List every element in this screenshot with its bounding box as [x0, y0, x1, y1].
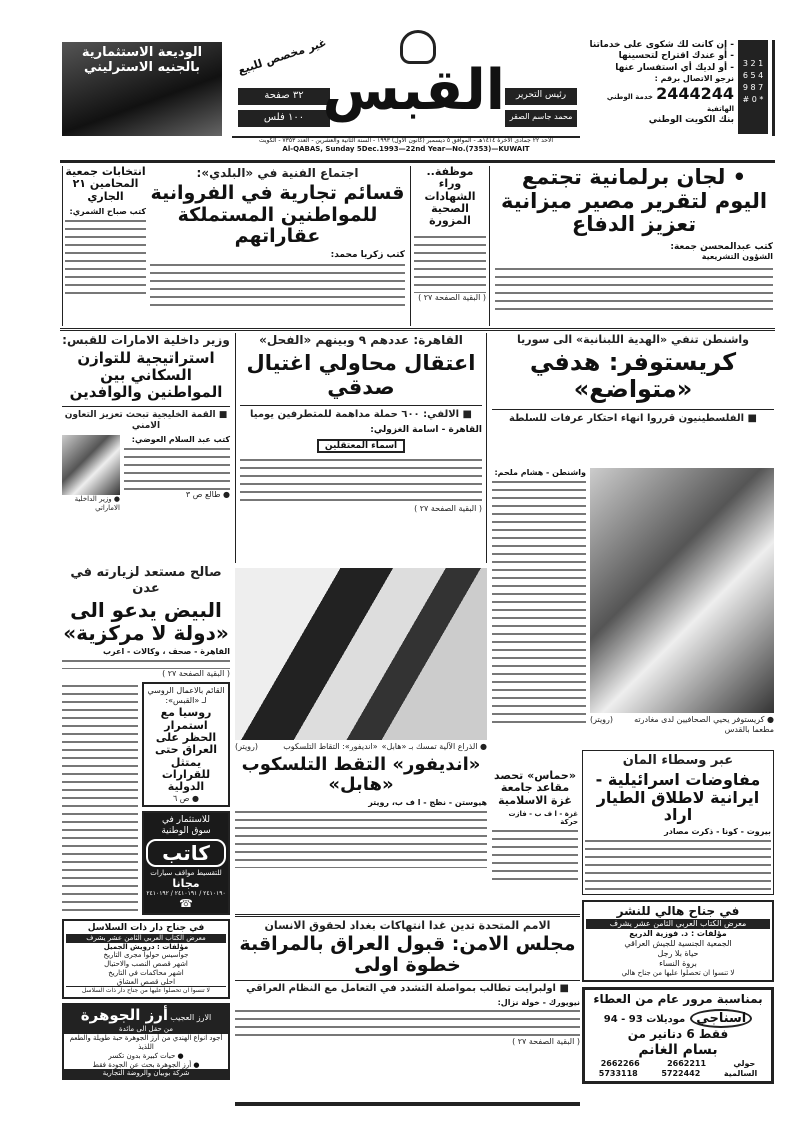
right-lower-column: [582, 750, 774, 1125]
kicker: الامم المتحدة تدين غدا انتهاكات بغداد لحقوق الانسان: [264, 919, 551, 932]
ad-phone: 2662211: [667, 1059, 707, 1069]
ad-offer: فقط 6 دنانير من: [627, 1026, 729, 1041]
headline: قسائم تجارية في الفروانية للمواطنين المستملكة عقاراتهم: [150, 182, 405, 247]
photo-christopher[interactable]: [590, 468, 774, 713]
story-christopher: [492, 333, 774, 425]
headline: مفاوضات اسرائيلية - ايرانية لاطلاق الطيار اراد: [595, 769, 761, 825]
ad-author: مؤلفات : درويش الجميل: [103, 942, 189, 951]
byline: كتب عبد السلام العوضي:: [131, 435, 230, 445]
kicker: اجتماع الفنية في «البلدي»:: [196, 166, 359, 180]
not-for-sale-stamp: غير مخصص للبيع: [236, 36, 328, 77]
jump-line: ( البقية الصفحة ٢٧ ): [512, 1037, 580, 1047]
ad-line: - إن كانت لك شكوى على خدماتنا: [589, 40, 734, 50]
photo-caption-secondary: «انديفور»: التقاط التلسكوب: [283, 742, 378, 751]
body-text: [492, 827, 578, 882]
ad-sub: معرض الكتاب العربي الثامن عشر يشرف: [586, 919, 770, 929]
ad-item: اشهر قصص النصب والاحتيال: [104, 960, 188, 969]
ad-phone: 5722442: [661, 1069, 701, 1079]
ad-small: الارز العجيب: [170, 1012, 212, 1022]
body-text: [62, 682, 138, 915]
subheadline: ■ اولبرايت تطالب بمواصلة التشدد في التعامل مع النظام العراقي: [235, 980, 580, 995]
story-endeavour: [235, 568, 487, 908]
kicker: واشنطن تنفي «الهدية اللبنانية» الى سوريا: [516, 333, 749, 346]
story-uae-interior: [62, 333, 230, 561]
photo-hubble[interactable]: [235, 568, 487, 740]
ad-item: ● أرز الجوهرة بحث عن الجودة فقط: [92, 1060, 200, 1069]
ad-title: أرز الجوهرة: [80, 1005, 168, 1024]
byline: بيروت - كونا - ذكرت مصادر: [664, 827, 771, 837]
ad-rice-jawhara[interactable]: [62, 1003, 230, 1080]
ad-dealer: بسام الغانم: [638, 1041, 718, 1058]
kicker: صالح مستعد لزيارته في عدن: [70, 565, 222, 596]
byline: كتب صباح الشمري:: [69, 206, 146, 216]
photo-credit: (رويتر): [590, 715, 614, 724]
ad-author: مؤلفات : د. فوزية الدريع: [629, 928, 727, 938]
byline: القاهرة - اسامة الغزولي:: [370, 425, 482, 436]
divider: [235, 1102, 580, 1106]
headline: مجلس الامن: قبول العراق بالمراقبة خطوة اولى: [239, 933, 576, 977]
story-beidh: [62, 565, 230, 678]
headline: • لجان برلمانية تجتمع اليوم لتقرير مصير ميزانية تعزيز الدفاع: [500, 165, 768, 237]
names-box: اسماء المعتقلين: [317, 439, 405, 453]
photo-caption: ● وزير الداخلية الاماراتي: [74, 495, 120, 512]
ad-line: مجانا: [172, 877, 200, 891]
jump-line: ● طالع ص ٣: [185, 489, 230, 499]
ad-text: أجود انواع الهندي من أرز الجوهرة حبة طويلة والطعم اللذيذ: [69, 1034, 223, 1052]
subheadline: ■ القمة الخليجية تبحث تعزيز التعاون الامني: [62, 406, 230, 432]
ad-phone: 5733118: [598, 1069, 638, 1079]
story-christopher-body: [492, 468, 586, 744]
byline: القاهرة - صحف ، وكالات - اعرب: [102, 646, 230, 656]
story-hamas: [492, 770, 578, 910]
box-kicker: القائم بالاعمال الروسي لـ «القبس»:: [147, 686, 225, 705]
date-english: Al-QABAS, Sunday 5Dec.1993—22nd Year—No.(7353)—KUWAIT: [282, 144, 530, 153]
left-column: [62, 565, 230, 1125]
ad-item: الجمعية الجنسية للجيش العراقي: [624, 938, 732, 948]
headline: روسيا مع استمرار الحظر على العراق حتى يمتثل للقرارات الدولية: [155, 706, 217, 794]
headline: «حماس» تحصد مقاعد جامعة غزة الاسلامية: [494, 769, 576, 807]
ad-item: اشهر محاكمات في التاريخ: [108, 968, 184, 977]
ad-line: سوق الوطنية: [161, 825, 211, 836]
ad-phone: 2444244: [656, 83, 734, 103]
headline: البيض يدعو الى «دولة لا مركزية»: [63, 598, 229, 645]
byline: غزة - ا ف ب - فازت حركة: [508, 809, 578, 827]
jump-line: ( البقية الصفحة ٢٧ ): [162, 668, 230, 678]
section-label: الشؤون التشريعية: [701, 252, 773, 262]
ad-foot: لا تنسوا ان تحصلوا عليها من جناح دار ذات السلاسل: [66, 986, 226, 995]
ad-hala-publishing[interactable]: [582, 900, 774, 982]
ad-item: ● حبات كبيرة بدون تكسر: [108, 1051, 184, 1060]
ad-title: بمناسبة مرور عام من العطاء: [593, 991, 763, 1006]
ad-sub: معرض الكتاب العربي الثامن عشر يشرف: [66, 934, 226, 943]
ad-brand: كاتب: [146, 839, 226, 867]
ad-top-left[interactable]: [62, 42, 222, 136]
headline: انتخابات جمعية المحامين ٢١ الجاري: [65, 165, 146, 203]
ad-line: نرجو الاتصال برقم :: [654, 73, 734, 83]
kicker: وزير داخلية الامارات للقبس:: [62, 333, 230, 347]
jump-line: ( البقية الصفحة ٢٧ ): [418, 292, 486, 302]
ad-item: احلى قصص العشاق: [116, 977, 176, 986]
ad-suzuki-cars[interactable]: [582, 987, 774, 1085]
story-farwaniya-plots: [150, 166, 405, 326]
kicker: عبر وسطاء المان: [622, 753, 734, 768]
body-text: [240, 456, 482, 504]
ad-dar-salasil[interactable]: [62, 919, 230, 999]
story-israel-iran: [582, 750, 774, 895]
subheadline: ■ الالفي: ٦٠٠ حملة مداهمة للمتطرفين يوميا: [240, 405, 482, 421]
headline: كريستوفر: هدفي «متواضع»: [529, 348, 737, 404]
jump-line: ( البقية الصفحة ٢٧ ): [414, 504, 482, 514]
photo-caption: ● الذراع الآلية تمسك بـ «هابل»: [381, 742, 487, 751]
body-text: [495, 265, 773, 315]
body-text: [414, 233, 486, 293]
story-fake-certificates: [410, 166, 490, 326]
date-arabic: الاحد ٢٢ جمادى الآخرة ١٤١٤هـ - الموافق ٥ ديسمبر (كانون الاول) ١٩٩٣ - السنة الثانية والعشرين - العدد ٧٣٥٣ - الكويت: [258, 137, 554, 144]
headline: «انديفور» التقط التلسكوب «هابل»: [241, 753, 481, 795]
phone-keypad-icon: 1 2 3 4 5 6 7 8 9 * 0 #: [738, 40, 768, 134]
body-text: [62, 657, 230, 669]
ad-title: في جناح دار ذات السلاسل: [87, 922, 205, 933]
pages-count: ٣٢ صفحة: [238, 88, 330, 105]
photo-credit: (رويتر): [235, 742, 259, 751]
subheadline: ■ الفلسطينيون قرروا انهاء احتكار عرفات للسلطة: [492, 409, 774, 425]
story-security-council: [235, 914, 580, 1099]
ad-location: حولي: [733, 1059, 756, 1069]
photo-minister[interactable]: [62, 435, 120, 495]
byline: نيويورك - خولة نزال:: [497, 997, 580, 1007]
ad-foot: لا تنسوا ان تحصلوا عليها من جناح هالي: [621, 968, 735, 977]
telephone-icon: ☎: [179, 897, 193, 911]
story-defense-budget: [495, 166, 773, 326]
byline: واشنطن - هشام ملحم:: [494, 468, 586, 477]
body-text: [65, 217, 146, 297]
headline: موظفة.. وراء الشهادات الصحية المزورة: [424, 165, 476, 228]
ad-foot: شركة بوبيان والروضة التجارية: [64, 1069, 228, 1078]
ad-tag: من حقل الى مائدة: [118, 1024, 173, 1033]
photo-block-christopher: [590, 468, 774, 734]
ad-brand: اسناجي: [690, 1009, 752, 1028]
kicker: القاهرة: عددهم ٩ وبينهم «الفحل»: [259, 333, 463, 347]
ad-line: - أو لديك أي استفسار عنها: [615, 62, 734, 73]
ad-title: في جناح هالي للنشر: [616, 903, 740, 918]
ad-models: موديلات 93 - 94: [603, 1013, 686, 1025]
body-text: [235, 1007, 580, 1037]
ad-phone: 2662266: [600, 1059, 640, 1069]
jump-line: ● ص ٦: [172, 793, 200, 803]
headline: استراتيجية للتوازن السكاني بين المواطنين والوافدين: [69, 349, 223, 401]
ad-line: للاستثمار في: [161, 815, 211, 826]
story-lawyers-election: [62, 166, 146, 326]
photo-caption: ● كريستوفر يحيي الصحافيين لدى مغادرته مطعما بالقدس: [634, 715, 774, 734]
byline: هيوستن - نظج - ا ف ب، رويتر: [368, 797, 487, 807]
ad-item: حياة بلا رجل: [657, 948, 699, 958]
headline: اعتقال محاولي اغتيال صدقي: [246, 351, 476, 399]
ad-line: خدمة الوطني الهاتفية: [606, 92, 734, 113]
body-text: [585, 837, 771, 892]
ad-phone: ٢٤١٠١٩٠ / ٢٤١٠١٩١ / ٢٤١٠١٩٢: [146, 890, 226, 898]
ad-item: جواسيس حولوا مجرى التاريخ: [103, 951, 189, 960]
ad-line: بالجنيه الاسترليني: [84, 59, 200, 75]
bank-name: بنك الكويت الوطني: [648, 115, 734, 125]
body-text: [150, 261, 405, 306]
masthead-logo: القبس: [322, 58, 505, 123]
ad-top-right[interactable]: [583, 40, 775, 136]
byline: كتب عبدالمحسن جمعة:: [670, 241, 773, 252]
ad-location: السالمية: [723, 1069, 758, 1079]
byline: كتب زكريا محمد:: [330, 250, 405, 261]
body-text: [235, 808, 487, 868]
body-text: [492, 478, 586, 728]
divider: [60, 160, 775, 163]
ad-line: - أو عندك اقتراح لتحسينها: [618, 51, 734, 62]
body-text: [124, 445, 230, 490]
editor-name: محمد جاسم الصقر: [505, 110, 577, 127]
ad-line: الوديعة الاستثمارية: [81, 45, 203, 60]
date-strip: [232, 136, 580, 153]
editor-label: رئيس التحرير: [505, 88, 577, 105]
story-sidqi-arrests: [235, 333, 487, 563]
price: ١٠٠ فلس: [238, 110, 330, 127]
ad-katib[interactable]: [142, 811, 230, 915]
ad-line: للتقسيط مواقف سيارات: [150, 868, 222, 877]
story-russia-iraq: [142, 682, 230, 807]
ad-item: بروة النساء: [659, 958, 697, 968]
divider: [60, 328, 775, 331]
